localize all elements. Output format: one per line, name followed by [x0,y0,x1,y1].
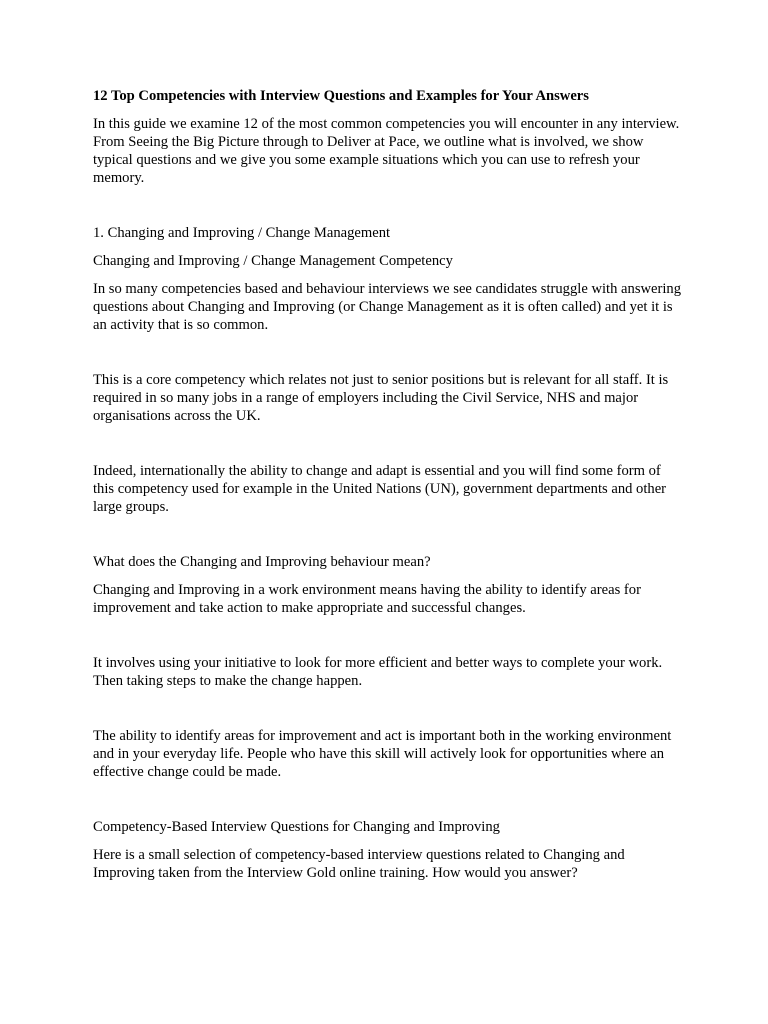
meaning-paragraph-3: The ability to identify areas for improvement and act is important both in the working environment and in your everyday life. People who have this skill will actively look for opportunities where an effective change could be made. [93,728,672,780]
meaning-paragraph-1: Changing and Improving in a work environment means having the ability to identify areas for improvement and take action to make appropriate and successful changes. [93,582,641,616]
meaning-heading: What does the Changing and Improving behaviour mean? [93,554,431,570]
document-body [93,87,683,882]
section-subheading: Changing and Improving / Change Management Competency [93,253,453,269]
meaning-paragraph-2: It involves using your initiative to look for more efficient and better ways to complete your work. Then taking steps to make the change happen. [93,655,663,689]
section-paragraph-1: In so many competencies based and behaviour interviews we see candidates struggle with answering questions about Changing and Improving (or Change Management as it is often called) and yet it is an activity that is so common. [93,281,682,333]
questions-heading: Competency-Based Interview Questions for Changing and Improving [93,819,500,835]
section-paragraph-3: Indeed, internationally the ability to change and adapt is essential and you will find some form of this competency used for example in the United Nations (UN), government departments and other large groups. [93,463,667,515]
section-heading: 1. Changing and Improving / Change Management [93,225,391,241]
section-paragraph-2: This is a core competency which relates not just to senior positions but is relevant for all staff. It is required in so many jobs in a range of employers including the Civil Service, NHS and major organisations across the UK. [93,372,669,424]
questions-paragraph: Here is a small selection of competency-based interview questions related to Changing and Improving taken from the Interview Gold online training. How would you answer? [93,847,625,881]
document-title: 12 Top Competencies with Interview Questions and Examples for Your Answers [93,88,589,104]
intro-paragraph: In this guide we examine 12 of the most common competencies you will encounter in any interview. From Seeing the Big Picture through to Deliver at Pace, we outline what is involved, we show typical questions and we give you some example situations which you can use to refresh your memory. [93,116,680,186]
